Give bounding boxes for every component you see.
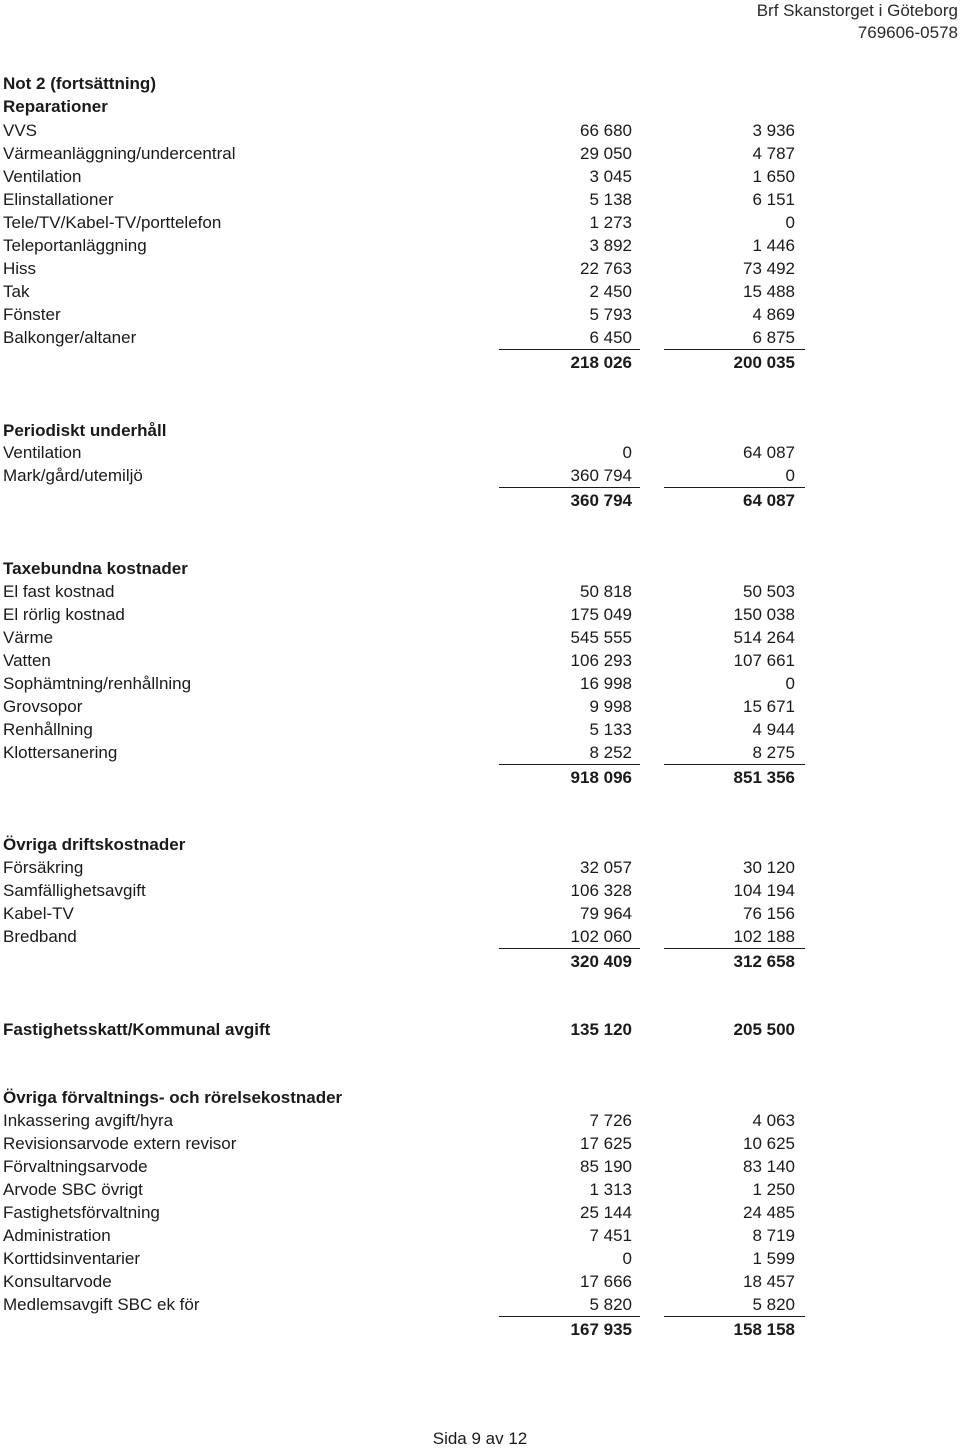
header-org-number: 769606-0578 [857,23,958,42]
row-value-previous: 4 944 [752,720,795,739]
row-label: Mark/gård/utemiljö [3,466,143,485]
table-row [3,1270,803,1293]
row-value-previous: 30 120 [743,858,795,877]
subtotal-divider [664,349,805,350]
row-value-current: 29 050 [580,144,632,163]
subtotal-previous: 851 356 [733,768,795,787]
subtotal-divider [664,1316,805,1317]
note-title: Not 2 (fortsättning) [3,74,156,93]
table-row [3,441,803,464]
row-label: Förvaltningsarvode [3,1157,148,1176]
subtotal-row [3,489,803,512]
row-value-previous: 0 [785,466,795,485]
table-row [3,326,803,349]
row-value-previous: 50 503 [743,582,795,601]
section-title-row [3,419,803,442]
row-value-current: 5 133 [589,720,632,739]
table-row [3,280,803,303]
table-row [3,234,803,257]
subtotal-divider [499,764,640,765]
table-row [3,879,803,902]
row-label: Sophämtning/renhållning [3,674,192,693]
table-row [3,856,803,879]
row-value-current: 360 794 [570,466,632,485]
subtotal-current: 320 409 [570,952,632,971]
row-value-previous: 104 194 [733,881,795,900]
row-label: Balkonger/altaner [3,328,137,347]
row-label: Renhållning [3,720,93,739]
row-label: Ventilation [3,167,82,186]
row-value-current: 106 293 [570,651,632,670]
table-row [3,1178,803,1201]
table-row [3,1132,803,1155]
subtotal-previous: 312 658 [733,952,795,971]
row-label: Arvode SBC övrigt [3,1180,143,1199]
row-value-current: 9 998 [589,697,632,716]
table-row [3,1109,803,1132]
row-value-current: 1 273 [589,213,632,232]
row-label: Medlemsavgift SBC ek för [3,1295,200,1314]
table-row [3,902,803,925]
row-label: Klottersanering [3,743,118,762]
row-label: VVS [3,121,38,140]
table-row [3,119,803,142]
table-row [3,925,803,948]
table-row [3,718,803,741]
row-value-previous: 1 250 [752,1180,795,1199]
table-row [3,464,803,487]
subtotal-divider [664,948,805,949]
row-value-current: 102 060 [570,927,632,946]
row-value-previous: 150 038 [733,605,795,624]
section-title: Taxebundna kostnader [3,559,188,578]
table-row [3,1247,803,1270]
row-label: Inkassering avgift/hyra [3,1111,174,1130]
row-label: Korttidsinventarier [3,1249,141,1268]
row-label: Försäkring [3,858,84,877]
row-value-previous: 73 492 [743,259,795,278]
row-value-current: 16 998 [580,674,632,693]
row-label: Revisionsarvode extern revisor [3,1134,237,1153]
row-label: Ventilation [3,443,82,462]
table-row [3,257,803,280]
subtotal-current: 918 096 [570,768,632,787]
subtotal-current: 360 794 [570,491,632,510]
row-value-previous: 514 264 [733,628,795,647]
row-value-current: 5 793 [589,305,632,324]
row-value-previous: 102 188 [733,927,795,946]
row-value-previous: 4 869 [752,305,795,324]
row-value-current: 66 680 [580,121,632,140]
row-value-current: 22 763 [580,259,632,278]
table-row [3,672,803,695]
subtotal-current: 167 935 [570,1320,632,1339]
row-value-previous: 107 661 [733,651,795,670]
row-value-current: 7 451 [589,1226,632,1245]
property-tax-label: Fastighetsskatt/Kommunal avgift [3,1020,271,1039]
row-value-previous: 15 671 [743,697,795,716]
row-value-current: 3 892 [589,236,632,255]
row-value-current: 3 045 [589,167,632,186]
section-title-row [3,557,803,580]
row-value-previous: 83 140 [743,1157,795,1176]
table-row [3,165,803,188]
row-value-current: 0 [622,443,632,462]
row-value-current: 17 666 [580,1272,632,1291]
subtotal-row [3,766,803,789]
row-label: Konsultarvode [3,1272,112,1291]
row-value-previous: 3 936 [752,121,795,140]
row-value-previous: 1 446 [752,236,795,255]
row-value-previous: 4 787 [752,144,795,163]
row-label: Fönster [3,305,61,324]
header-organization: Brf Skanstorget i Göteborg [756,1,958,20]
subtotal-row [3,351,803,374]
row-value-previous: 18 457 [743,1272,795,1291]
table-row [3,603,803,626]
row-label: Elinstallationer [3,190,114,209]
row-label: Hiss [3,259,37,278]
row-label: El fast kostnad [3,582,115,601]
section-title: Övriga driftskostnader [3,835,186,854]
row-label: El rörlig kostnad [3,605,125,624]
row-value-current: 32 057 [580,858,632,877]
subtotal-divider [664,764,805,765]
row-value-previous: 4 063 [752,1111,795,1130]
subtotal-divider [499,948,640,949]
row-label: Samfällighetsavgift [3,881,146,900]
row-value-previous: 10 625 [743,1134,795,1153]
row-label: Teleportanläggning [3,236,147,255]
section-title-row [3,833,803,856]
table-row [3,303,803,326]
row-label: Tele/TV/Kabel-TV/porttelefon [3,213,222,232]
row-value-previous: 15 488 [743,282,795,301]
row-label: Värme [3,628,54,647]
subtotal-divider [499,1316,640,1317]
row-value-previous: 1 599 [752,1249,795,1268]
row-label: Fastighetsförvaltning [3,1203,160,1222]
row-value-current: 7 726 [589,1111,632,1130]
table-row [3,1155,803,1178]
table-row [3,142,803,165]
row-value-current: 1 313 [589,1180,632,1199]
row-label: Kabel-TV [3,904,74,923]
row-label: Grovsopor [3,697,83,716]
table-row [3,649,803,672]
row-value-previous: 64 087 [743,443,795,462]
section-title: Reparationer [3,97,108,116]
row-value-current: 25 144 [580,1203,632,1222]
section-title: Periodiskt underhåll [3,421,167,440]
property-tax-current: 135 120 [570,1020,632,1039]
table-row [3,211,803,234]
row-value-current: 5 138 [589,190,632,209]
row-value-current: 6 450 [589,328,632,347]
row-label: Vatten [3,651,51,670]
row-label: Tak [3,282,30,301]
row-value-previous: 0 [785,674,795,693]
row-value-current: 5 820 [589,1295,632,1314]
section-title-row [3,95,803,118]
row-value-current: 17 625 [580,1134,632,1153]
row-value-current: 0 [622,1249,632,1268]
row-value-current: 85 190 [580,1157,632,1176]
row-value-current: 106 328 [570,881,632,900]
table-row [3,1201,803,1224]
row-value-current: 2 450 [589,282,632,301]
subtotal-previous: 158 158 [733,1320,795,1339]
page-number: Sida 9 av 12 [432,1429,528,1448]
subtotal-divider [499,349,640,350]
subtotal-row [3,1318,803,1341]
table-row [3,580,803,603]
subtotal-row [3,950,803,973]
section-title-row [3,1086,803,1109]
row-value-current: 8 252 [589,743,632,762]
note-title-row [3,72,803,95]
row-value-previous: 24 485 [743,1203,795,1222]
subtotal-divider [499,487,640,488]
row-value-previous: 1 650 [752,167,795,186]
row-value-previous: 76 156 [743,904,795,923]
row-value-previous: 8 275 [752,743,795,762]
subtotal-previous: 64 087 [743,491,795,510]
row-value-previous: 5 820 [752,1295,795,1314]
table-row [3,741,803,764]
row-value-current: 79 964 [580,904,632,923]
row-value-current: 545 555 [570,628,632,647]
subtotal-current: 218 026 [570,353,632,372]
table-row [3,695,803,718]
row-value-previous: 6 875 [752,328,795,347]
table-row [3,188,803,211]
subtotal-previous: 200 035 [733,353,795,372]
row-value-previous: 6 151 [752,190,795,209]
subtotal-divider [664,487,805,488]
section-title: Övriga förvaltnings- och rörelsekostnader [3,1088,343,1107]
row-value-previous: 8 719 [752,1226,795,1245]
table-row [3,1293,803,1316]
row-label: Bredband [3,927,77,946]
row-value-previous: 0 [785,213,795,232]
table-row [3,1224,803,1247]
row-value-current: 50 818 [580,582,632,601]
property-tax-previous: 205 500 [733,1020,795,1039]
row-label: Administration [3,1226,111,1245]
property-tax-row [3,1018,803,1041]
table-row [3,626,803,649]
row-value-current: 175 049 [570,605,632,624]
row-label: Värmeanläggning/undercentral [3,144,236,163]
